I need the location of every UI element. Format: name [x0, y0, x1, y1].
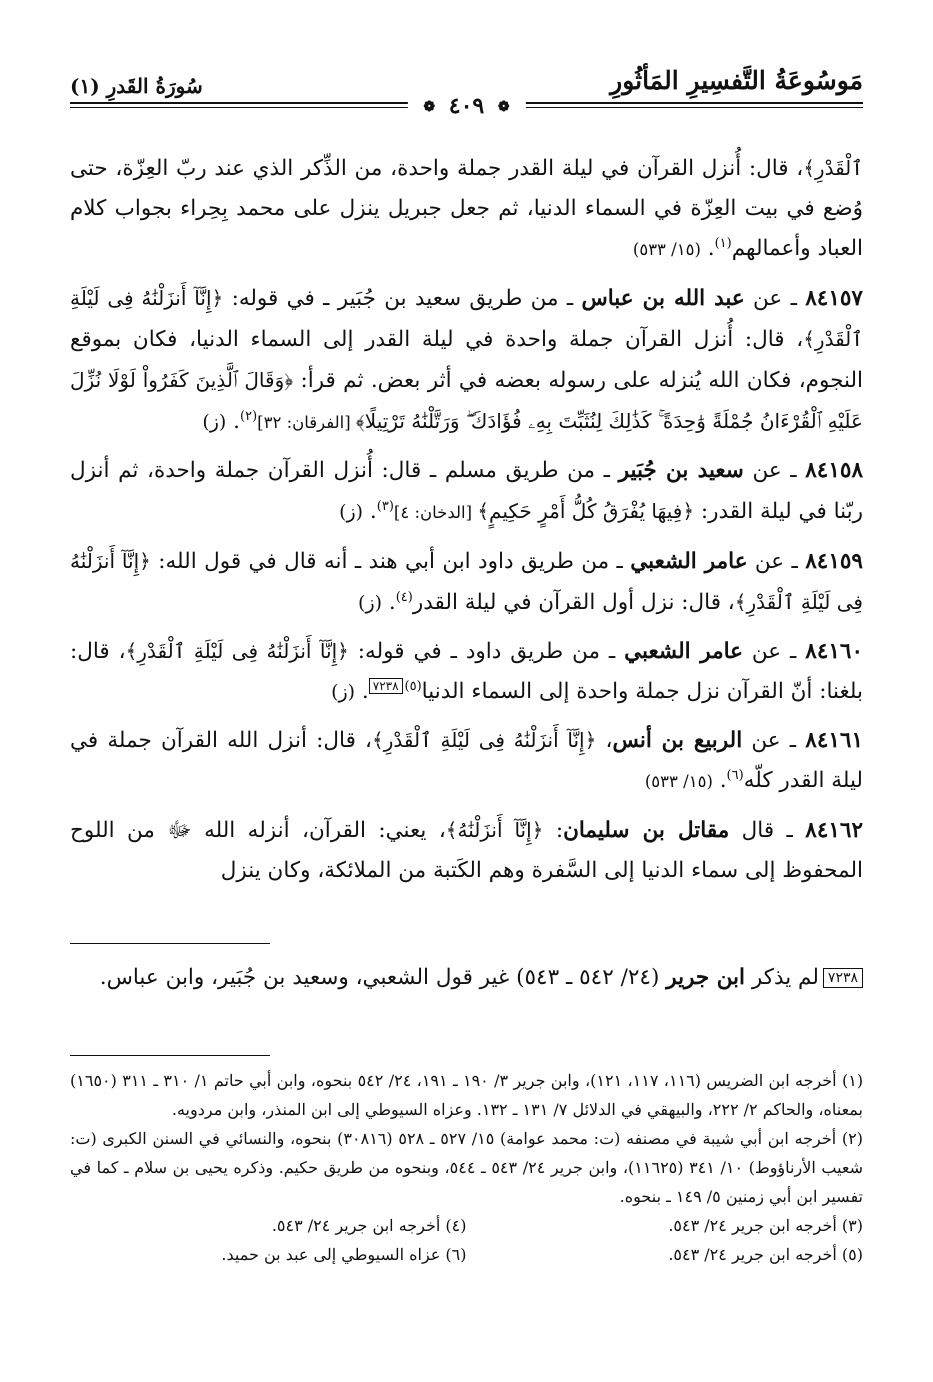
narration-paragraph [70, 148, 863, 270]
text-segment: ـ من طريق داود ـ في قوله: [348, 639, 625, 664]
page-number: ٤٠٩ [448, 93, 485, 119]
text-segment: ـ من طريق سعيد بن جُبَير ـ في قوله: [223, 286, 582, 311]
narrator-name: مقاتل بن سليمان [563, 818, 730, 843]
footnote-row [70, 1240, 863, 1269]
book-title: مَوسُوعَةُ التَّفسِيرِ المَأثُورِ [610, 66, 863, 95]
text-segment: ـ من طريق داود ابن أبي هند ـ أنه قال في قول الله: [150, 549, 631, 574]
narrator-name: عبد الله بن عباس [581, 286, 745, 311]
footnote-2: (٢) أخرجه ابن أبي شيبة في مصنفه (ت: محمد عوامة) ١٥/ ٥٢٧ ـ ٥٢٨ (٣٠٨١٦) بنحوه، والنسائي في السنن الكبرى (ت: شعيب الأرناؤوط) ١٠/ ٣٤١ (١١٦٢٥)، وابن جرير ٢٤/ ٥٤٣ ـ ٥٤٤، وبنحوه من طريق حكيم. وذكره يحيى بن سلام ـ كما في تفسير ابن أبي زمنين ٥/ ١٤٩ ـ بنحوه. [70, 1129, 864, 1206]
narration-paragraph [70, 278, 863, 443]
text-segment: ، قال: أنزل الله القرآن جملة في ليلة القدر كلّه [70, 728, 863, 793]
narration-paragraph [70, 720, 863, 802]
footnote-marker: (٣) [376, 498, 394, 514]
narration-number: ٨٤١٥٧ [805, 286, 863, 311]
source-symbol: (ز) [202, 411, 227, 433]
main-text [70, 148, 863, 899]
text-segment: . [382, 590, 396, 615]
footnote-row [70, 1211, 863, 1240]
text-segment: ، قال: نزل أول القرآن في ليلة القدر [412, 590, 735, 615]
narration-number: ٨٤١٦١ [805, 728, 864, 753]
footnotes [70, 1066, 863, 1269]
reference: (١٥/ ٥٣٣) [644, 772, 713, 791]
text-segment: . [226, 409, 241, 434]
narrator-name: ابن جرير [666, 965, 746, 990]
quran-verse: ﴿إِنَّآ أَنزَلْنَٰهُ فِى لَيْلَةِ ٱلْقَدْرِ﴾ [70, 286, 863, 351]
narration-number: ٨٤١٦٠ [805, 639, 864, 664]
text-segment: . [712, 768, 727, 793]
quran-verse: ﴿إِنَّآ أَنزَلْنَٰهُ فِى لَيْلَةِ ٱلْقَدْرِ﴾ [125, 639, 349, 663]
narration-paragraph [70, 810, 863, 891]
ornament-icon: ❁ [497, 99, 510, 115]
commentary-box-number: ٧٢٣٨ [823, 968, 863, 988]
footnote-5: (٥) أخرجه ابن جرير ٢٤/ ٥٤٣. [668, 1245, 863, 1264]
text-segment: ـ عن [747, 549, 806, 574]
narrator-name: الربيع بن أنس [612, 728, 743, 753]
narration-paragraph [70, 631, 863, 712]
footnote-6: (٦) عزاه السيوطي إلى عبد بن حميد. [221, 1245, 467, 1264]
footnote-separator [70, 1055, 270, 1056]
footnote-marker: (٢) [240, 408, 258, 424]
footnote-4: (٤) أخرجه ابن جرير ٢٤/ ٥٤٣. [271, 1216, 467, 1235]
ornament-icon: ❁ [423, 99, 436, 115]
text-segment: ـ عن [744, 286, 806, 311]
commentary-text [100, 965, 819, 990]
commentary-separator [70, 943, 270, 944]
footnote-marker: (١) [714, 235, 732, 251]
text-segment: ، يعني: القرآن، أنزله الله ﷻ من اللوح المحفوظ إلى سماء الدنيا إلى السَّفرة وهم الكَتبة من الملائكة، وكان ينزل [70, 818, 863, 883]
text-segment: ، قال: بلغنا: أنّ القرآن نزل جملة واحدة إلى السماء الدنيا [70, 639, 863, 704]
source-symbol: (ز) [358, 592, 383, 614]
narrator-name: سعيد بن جُبَير [618, 458, 744, 483]
reference: [الفرقان: ٣٢] [257, 413, 356, 432]
text-segment: : [543, 818, 564, 843]
quran-verse: ﴿إِنَّآ أَنزَلْنَٰهُ﴾ [445, 818, 544, 842]
text-segment: ـ قال [729, 818, 806, 843]
reference: (١٥/ ٥٣٣) [632, 240, 701, 259]
source-symbol: (ز) [339, 501, 364, 523]
narrator-name: عامر الشعبي [624, 639, 743, 664]
footnote-3: (٣) أخرجه ابن جرير ٢٤/ ٥٤٣. [668, 1216, 863, 1235]
text-segment: ـ عن [742, 639, 806, 664]
narration-number: ٨٤١٥٨ [805, 458, 863, 483]
text-segment: ـ من طريق مسلم ـ قال: أُنزل القرآن جملة واحدة، ثم أنزل ربّنا في ليلة القدر: [70, 458, 863, 524]
commentary-marker: ٧٢٣٨ [369, 678, 403, 694]
narration-paragraph [70, 541, 863, 623]
quran-verse: ٱلْقَدْرِ﴾ [803, 156, 863, 180]
footnote-marker: (٤) [395, 589, 413, 605]
text-segment: . [700, 236, 715, 261]
text-segment: ، قال: أُنزل القرآن جملة واحدة في ليلة القدر إلى السماء الدنيا، فكان بموقع النجوم، فكان الله يُنزله على رسوله بعضه في أثر بعض. ثم قرأ: [70, 327, 863, 393]
footnote-marker: (٥) [404, 678, 422, 694]
quran-verse: ﴿وَقَالَ ٱلَّذِينَ كَفَرُواْ لَوْلَا نُزِّلَ عَلَيْهِ ٱلْقُرْءَانُ جُمْلَةً وَٰحِدَةً ۚ كَذَٰلِكَ لِنُثَبِّتَ بِهِۦ فُؤَادَكَ ۖ وَرَتَّلْنَٰهُ تَرْتِيلًا﴾ [70, 368, 863, 433]
footnote-1: (١) أخرجه ابن الضريس (١١٦، ١١٧، ١٢١)، وابن جرير ٣/ ١٩٠ ـ ١٩١، ٢٤/ ٥٤٢ بنحوه، وابن أبي حاتم ١/ ٣١٠ ـ ٣١١ (١٦٥٠) بمعناه، والحاكم ٢/ ٢٢٢، والبيهقي في الدلائل ٧/ ١٣١ ـ ١٣٢. وعزاه السيوطي إلى ابن المنذر، وابن مردويه. [70, 1071, 864, 1119]
text-segment: ، [596, 728, 613, 753]
quran-verse: ﴿فِيهَا يُفْرَقُ كُلُّ أَمْرٍ حَكِيمٍ﴾ [477, 499, 695, 523]
text-segment: . [355, 679, 369, 704]
source-symbol: (ز) [331, 681, 356, 703]
text-segment: ـ عن [743, 458, 806, 483]
narration-number: ٨٤١٦٢ [805, 818, 864, 843]
commentary [70, 958, 863, 998]
narration-number: ٨٤١٥٩ [805, 549, 863, 574]
text-segment: ، قال: أُنزل القرآن في ليلة القدر جملة واحدة، من الذِّكر الذي عند ربّ العِزّة، حتى وُضع في بيت العِزّة في السماء الدنيا، ثم جعل جبريل ينزل على محمد بِحِراء بجواب كلام العباد وأعمالهم [70, 156, 863, 261]
narration-paragraph [70, 451, 863, 533]
text-segment: لم يذكر [745, 965, 819, 990]
page-header [70, 60, 863, 120]
text-segment: . [363, 499, 377, 524]
reference: [الدخان: ٤] [393, 503, 478, 522]
surah-title: سُورَةُ القَدرِ (١) [70, 74, 203, 98]
quran-verse: ﴿إِنَّآ أَنزَلْنَٰهُ فِى لَيْلَةِ ٱلْقَدْرِ﴾ [70, 549, 863, 614]
narrator-name: عامر الشعبي [630, 549, 748, 574]
footnote-marker: (٦) [726, 767, 744, 783]
page-number-block [407, 93, 525, 119]
text-segment: (٢٤/ ٥٤٢ ـ ٥٤٣) غير قول الشعبي، وسعيد بن جُبَير، وابن عباس. [99, 965, 667, 990]
text-segment: ـ عن [742, 728, 806, 753]
quran-verse: ﴿إِنَّآ أَنزَلْنَٰهُ فِى لَيْلَةِ ٱلْقَدْرِ﴾ [372, 728, 597, 752]
